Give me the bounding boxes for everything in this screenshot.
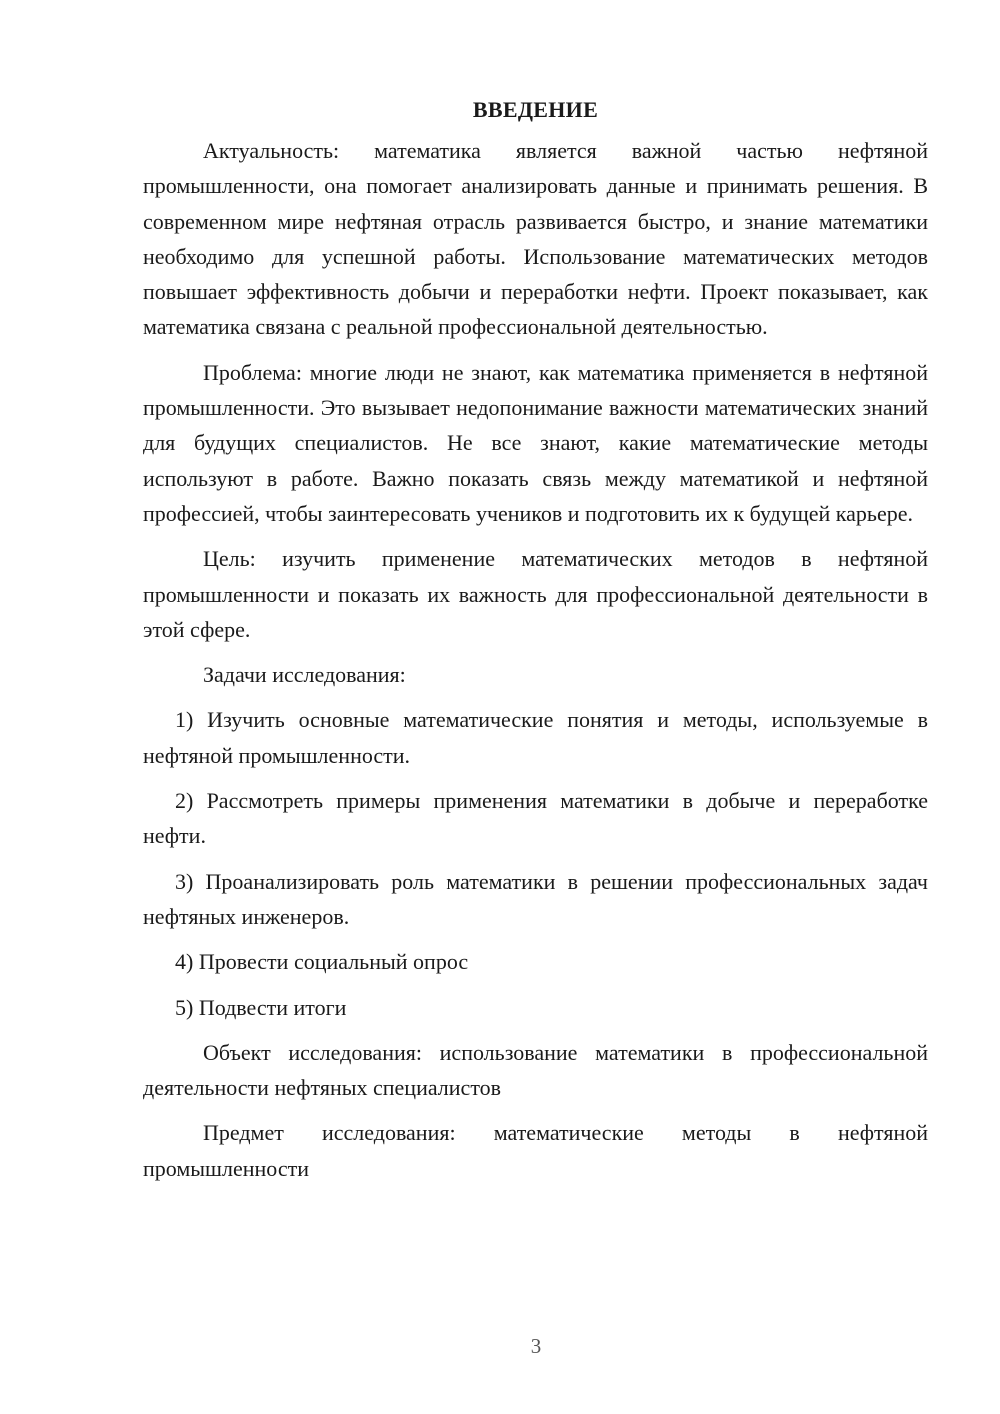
paragraph-goal: Цель: изучить применение математических методов в нефтяной промышленности и показать их важность для профессиональной деятельности в этой сфере.: [143, 546, 928, 642]
document-page: [143, 95, 928, 1196]
paragraph-subject: Предмет исследования: математические методы в нефтяной промышленности: [143, 1120, 928, 1181]
paragraph-problem: Проблема: многие люди не знают, как математика применяется в нефтяной промышленности. Это вызывает недопонимание важности математических знаний для будущих специалистов. Не все знают, какие математические методы используют в работе. Важно показать связь между математикой и нефтяной профессией, чтобы заинтересовать учеников и подготовить их к будущей карьере.: [143, 359, 928, 526]
task-item-2: 2) Рассмотреть примеры применения математики в добыче и переработке нефти.: [143, 788, 928, 849]
page-number: 3: [530, 1334, 542, 1358]
task-item-4: 4) Провести социальный опрос: [175, 949, 469, 975]
task-item-5: 5) Подвести итоги: [175, 994, 347, 1020]
paragraph-relevance: Актуальность: математика является важной частью нефтяной промышленности, она помогает анализировать данные и принимать решения. В современном мире нефтяная отрасль развивается быстро, и знание математики необходимо для успешной работы. Использование математических методов повышает эффективность добычи и переработки нефти. Проект показывает, как математика связана с реальной профессиональной деятельностью.: [143, 138, 928, 340]
section-title: ВВЕДЕНИЕ: [472, 97, 599, 122]
paragraph-object: Объект исследования: использование математики в профессиональной деятельности нефтяных специалистов: [143, 1039, 928, 1101]
task-item-3: 3) Проанализировать роль математики в решении профессиональных задач нефтяных инженеров.: [143, 868, 928, 929]
tasks-heading: Задачи исследования:: [203, 662, 406, 688]
task-item-1: 1) Изучить основные математические понятия и методы, используемые в нефтяной промышленности.: [143, 707, 928, 768]
